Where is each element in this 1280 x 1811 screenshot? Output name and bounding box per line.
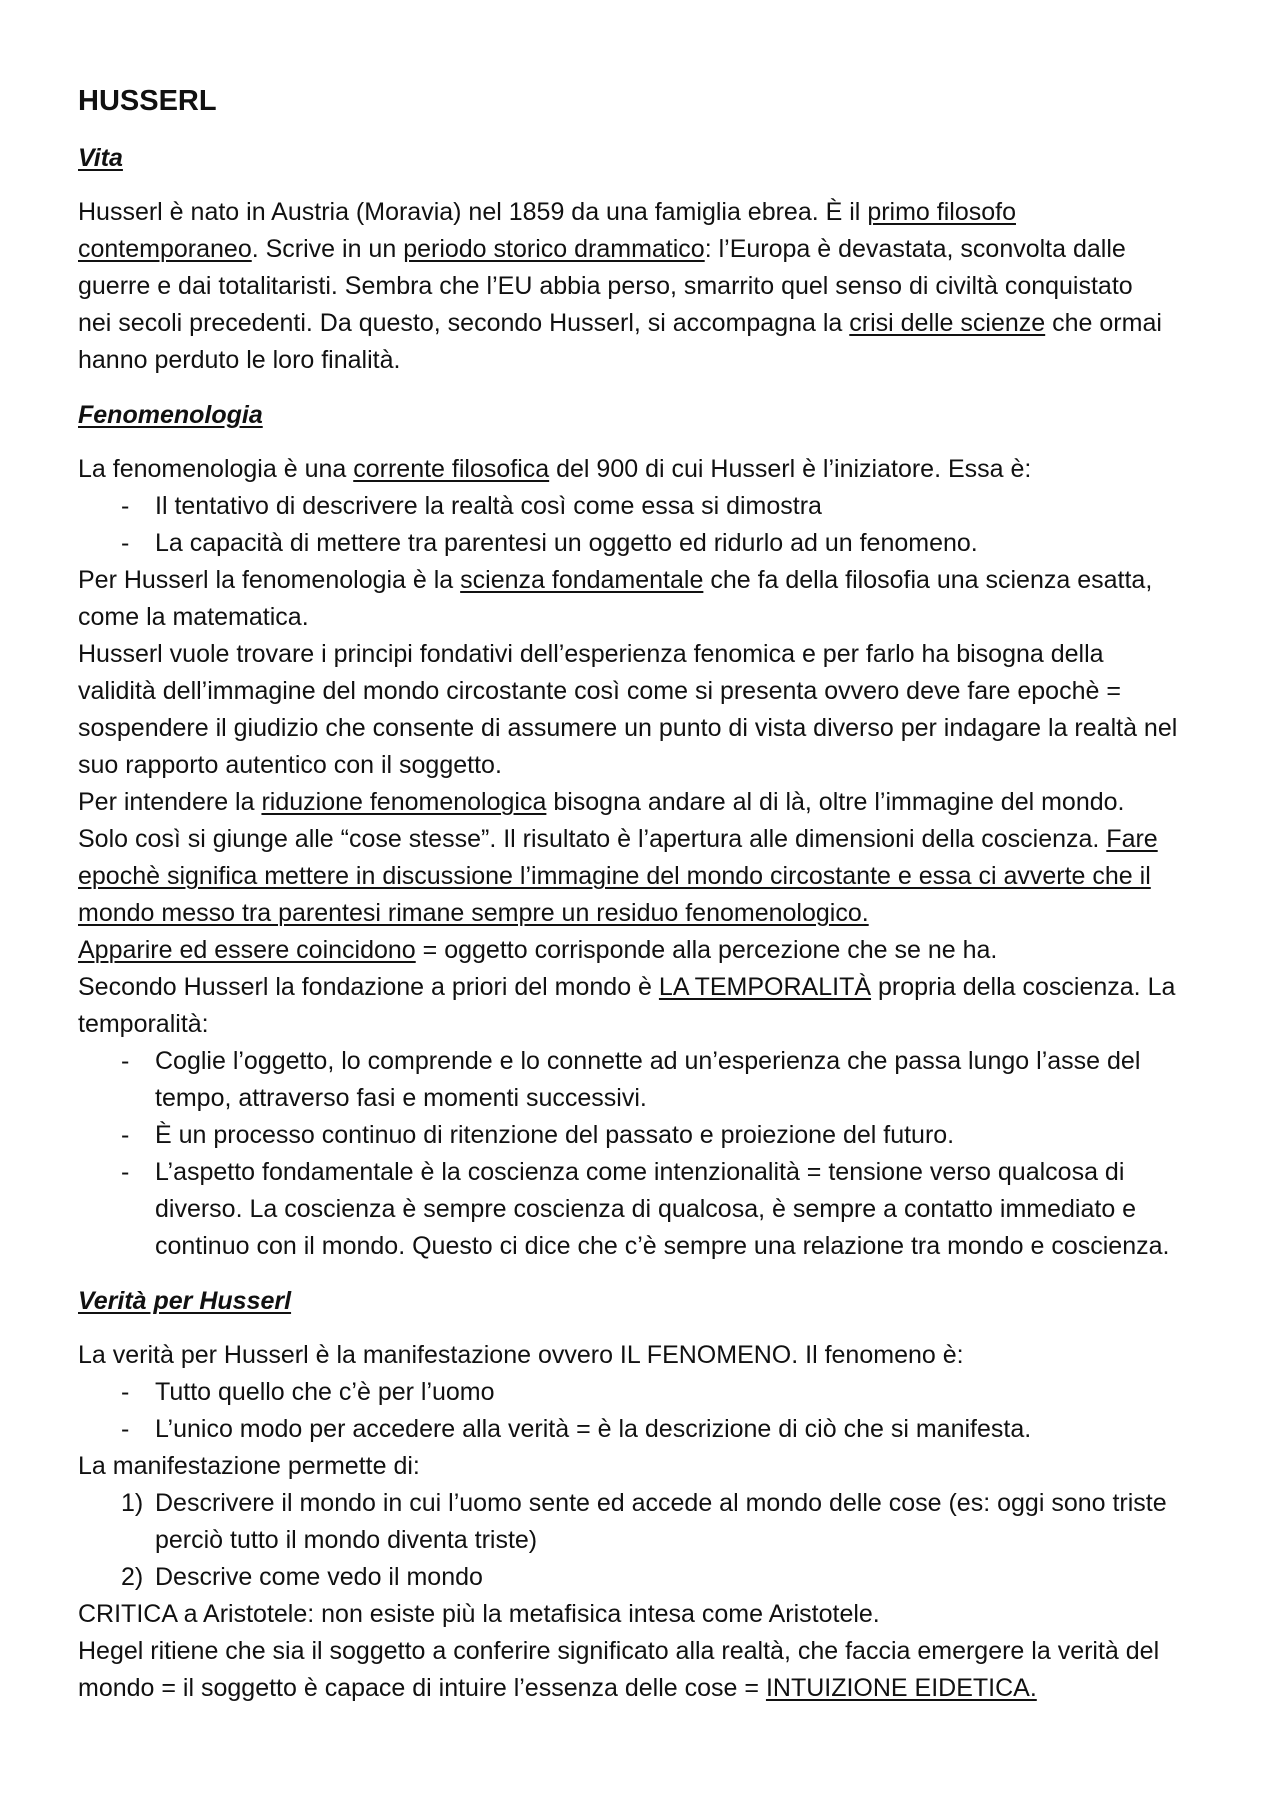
- text-line: [78, 710, 1228, 747]
- text-line: [78, 784, 1228, 821]
- text-segment: La verità per Husserl è la manifestazione ovvero IL FENOMENO. Il fenomeno è:: [78, 1341, 964, 1369]
- list-item-continuation: [78, 1080, 1228, 1117]
- document-page: [78, 82, 1228, 1707]
- section-vita: [78, 140, 1228, 379]
- bullet-marker: -: [121, 1121, 130, 1149]
- text-line: [78, 895, 1228, 932]
- text-line: [78, 231, 1228, 268]
- text-segment: Husserl è nato in Austria (Moravia) nel 1859 da una famiglia ebrea. È il: [78, 198, 868, 226]
- text-segment: Descrivere il mondo in cui l’uomo sente ed accede al mondo delle cose (es: oggi sono triste: [155, 1489, 1167, 1517]
- text-line: [78, 194, 1228, 231]
- list-item: [78, 525, 1228, 562]
- text-line: [78, 342, 1228, 379]
- text-line: [78, 1337, 1228, 1374]
- text-segment: nei secoli precedenti. Da questo, secondo Husserl, si accompagna la: [78, 309, 850, 337]
- text-segment: Tutto quello che c’è per l’uomo: [155, 1378, 495, 1406]
- text-line: [78, 268, 1228, 305]
- text-segment: Il tentativo di descrivere la realtà così come essa si dimostra: [155, 492, 822, 520]
- text-segment: come la matematica.: [78, 603, 309, 631]
- text-segment: hanno perduto le loro finalità.: [78, 346, 401, 374]
- underlined-text: primo filosofo: [867, 198, 1016, 226]
- list-item: [78, 1485, 1228, 1522]
- text-line: [78, 821, 1228, 858]
- text-line: [78, 932, 1228, 969]
- text-line: [78, 451, 1228, 488]
- underlined-text: mondo messo tra parentesi rimane sempre un residuo fenomenologico.: [78, 899, 869, 927]
- text-segment: tempo, attraverso fasi e momenti successivi.: [155, 1084, 647, 1112]
- text-line: [78, 858, 1228, 895]
- underlined-text: epochè significa mettere in discussione l’immagine del mondo circostante e essa ci avverte che il: [78, 862, 1151, 890]
- text-line: [78, 673, 1228, 710]
- text-segment: : l’Europa è devastata, sconvolta dalle: [704, 235, 1126, 263]
- underlined-text: Fare: [1106, 825, 1158, 853]
- text-segment: L’aspetto fondamentale è la coscienza come intenzionalità = tensione verso qualcosa di: [155, 1158, 1125, 1186]
- text-line: [78, 1596, 1228, 1633]
- underlined-text: Apparire ed essere coincidono: [78, 936, 416, 964]
- text-segment: Solo così si giunge alle “cose stesse”. Il risultato è l’apertura alle dimensioni della coscienza.: [78, 825, 1107, 853]
- text-segment: La capacità di mettere tra parentesi un oggetto ed ridurlo ad un fenomeno.: [155, 529, 978, 557]
- text-segment: sospendere il giudizio che consente di assumere un punto di vista diverso per indagare la realtà nel: [78, 714, 1178, 742]
- text-line: [78, 1006, 1228, 1043]
- section-heading: Verità per Husserl: [78, 1287, 292, 1315]
- text-segment: L’unico modo per accedere alla verità = è la descrizione di ciò che si manifesta.: [155, 1415, 1032, 1443]
- list-item: [78, 1411, 1228, 1448]
- underlined-text: LA TEMPORALITÀ: [658, 973, 872, 1001]
- list-item-continuation: [78, 1191, 1228, 1228]
- text-segment: CRITICA a Aristotele: non esiste più la metafisica intesa come Aristotele.: [78, 1600, 880, 1628]
- text-segment: mondo = il soggetto è capace di intuire l’essenza delle cose =: [78, 1674, 766, 1702]
- text-segment: perciò tutto il mondo diventa triste): [155, 1526, 538, 1554]
- text-segment: che ormai: [1045, 309, 1162, 337]
- text-segment: La fenomenologia è una: [78, 455, 354, 483]
- text-segment: propria della coscienza. La: [871, 973, 1176, 1001]
- text-segment: Per Husserl la fenomenologia è la: [78, 566, 461, 594]
- list-item: [78, 1154, 1228, 1191]
- text-line: [78, 562, 1228, 599]
- text-segment: Secondo Husserl la fondazione a priori del mondo è: [78, 973, 659, 1001]
- text-segment: che fa della filosofia una scienza esatta,: [703, 566, 1153, 594]
- bullet-marker: -: [121, 1158, 130, 1186]
- document-title: HUSSERL: [78, 85, 217, 117]
- list-item-continuation: [78, 1228, 1228, 1265]
- text-line: [78, 599, 1228, 636]
- text-line: [78, 1670, 1228, 1707]
- text-segment: bisogna andare al di là, oltre l’immagine del mondo.: [546, 788, 1125, 816]
- text-segment: . Scrive in un: [251, 235, 404, 263]
- text-segment: guerre e dai totalitaristi. Sembra che l’EU abbia perso, smarrito quel senso di civiltà conquistato: [78, 272, 1133, 300]
- underlined-text: periodo storico drammatico: [403, 235, 705, 263]
- list-item: [78, 1117, 1228, 1154]
- text-segment: È un processo continuo di ritenzione del passato e proiezione del futuro.: [155, 1121, 955, 1149]
- text-line: [78, 636, 1228, 673]
- text-segment: Hegel ritiene che sia il soggetto a conferire significato alla realtà, che faccia emergere la verità del: [78, 1637, 1160, 1665]
- text-line: [78, 1633, 1228, 1670]
- underlined-text: riduzione fenomenologica: [261, 788, 547, 816]
- list-number: 2): [121, 1563, 144, 1591]
- text-line: [78, 747, 1228, 784]
- text-segment: Per intendere la: [78, 788, 262, 816]
- text-segment: temporalità:: [78, 1010, 209, 1038]
- text-segment: Descrive come vedo il mondo: [155, 1563, 483, 1591]
- text-segment: validità dell’immagine del mondo circostante così come si presenta ovvero deve fare epochè =: [78, 677, 1121, 705]
- list-item-continuation: [78, 1522, 1228, 1559]
- text-segment: La manifestazione permette di:: [78, 1452, 420, 1480]
- list-item: [78, 488, 1228, 525]
- underlined-text: corrente filosofica: [353, 455, 550, 483]
- section-verita-per-husserl: [78, 1283, 1228, 1707]
- text-segment: Husserl vuole trovare i principi fondativi dell’esperienza fenomica e per farlo ha bisogna della: [78, 640, 1104, 668]
- bullet-marker: -: [121, 492, 130, 520]
- bullet-marker: -: [121, 1047, 130, 1075]
- list-item: [78, 1559, 1228, 1596]
- list-item: [78, 1374, 1228, 1411]
- list-number: 1): [121, 1489, 144, 1517]
- section-fenomenologia: [78, 397, 1228, 1265]
- bullet-marker: -: [121, 1415, 130, 1443]
- text-line: [78, 305, 1228, 342]
- text-segment: diverso. La coscienza è sempre coscienza di qualcosa, è sempre a contatto immediato e: [155, 1195, 1137, 1223]
- document-body: [78, 140, 1228, 1707]
- text-segment: continuo con il mondo. Questo ci dice che c’è sempre una relazione tra mondo e coscienza.: [155, 1232, 1170, 1260]
- text-segment: = oggetto corrisponde alla percezione che se ne ha.: [415, 936, 998, 964]
- underlined-text: INTUIZIONE EIDETICA.: [765, 1674, 1037, 1702]
- list-item: [78, 1043, 1228, 1080]
- text-line: [78, 969, 1228, 1006]
- section-heading: Fenomenologia: [78, 401, 263, 429]
- bullet-marker: -: [121, 1378, 130, 1406]
- underlined-text: scienza fondamentale: [460, 566, 704, 594]
- bullet-marker: -: [121, 529, 130, 557]
- text-segment: Coglie l’oggetto, lo comprende e lo connette ad un’esperienza che passa lungo l’asse del: [155, 1047, 1141, 1075]
- text-line: [78, 1448, 1228, 1485]
- text-segment: suo rapporto autentico con il soggetto.: [78, 751, 502, 779]
- section-heading: Vita: [78, 144, 123, 172]
- text-segment: del 900 di cui Husserl è l’iniziatore. Essa è:: [549, 455, 1032, 483]
- underlined-text: contemporaneo: [78, 235, 252, 263]
- underlined-text: crisi delle scienze: [849, 309, 1046, 337]
